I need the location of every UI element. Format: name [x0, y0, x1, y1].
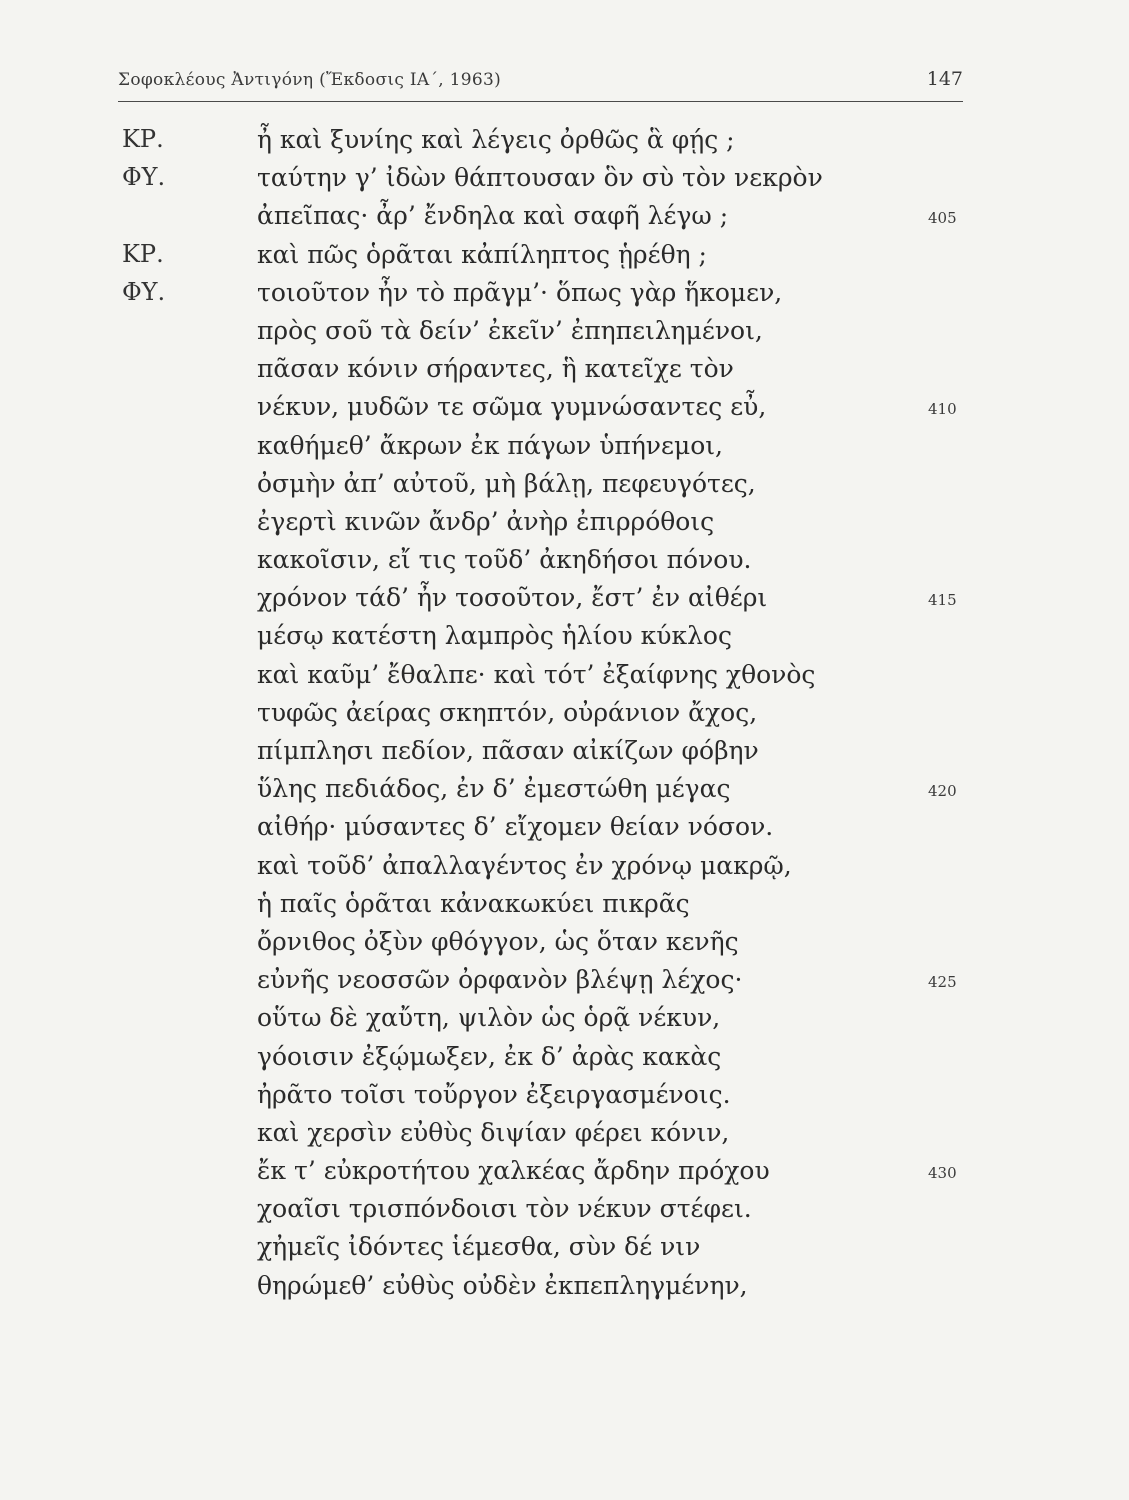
verse-line — [0, 583, 1129, 621]
verse-text: ἔκ τ’ εὐκροτήτου χαλκέας ἄρδην πρόχου — [257, 1156, 770, 1186]
verse-text: πρὸς σοῦ τὰ δείν’ ἐκεῖν’ ἐπηπειλημένοι, — [257, 315, 763, 345]
page-number: 147 — [926, 68, 963, 90]
line-number: 415 — [928, 591, 957, 610]
verse-line — [0, 431, 1129, 469]
verse-line — [0, 812, 1129, 850]
verse-line — [0, 1232, 1129, 1270]
verse-text: τοιοῦτον ἦν τὸ πρᾶγμ’· ὅπως γὰρ ἥκομεν, — [257, 277, 783, 307]
verse-line — [0, 736, 1129, 774]
verse-text: καὶ χερσὶν εὐθὺς διψίαν φέρει κόνιν, — [257, 1117, 730, 1147]
verse-text: καὶ καῦμ’ ἔθαλπε· καὶ τότ’ ἐξαίφνης χθονὸς — [257, 659, 816, 689]
verse-line — [0, 965, 1129, 1003]
line-number: 420 — [928, 782, 957, 801]
verse-line — [0, 1118, 1129, 1156]
verse-text: ἐγερτὶ κινῶν ἄνδρ’ ἀνὴρ ἐπιρρόθοις — [257, 506, 715, 536]
verse-line — [0, 660, 1129, 698]
verse-lines — [0, 125, 1129, 1309]
speaker-label: ΚΡ. — [122, 239, 164, 268]
verse-line — [0, 354, 1129, 392]
verse-line — [0, 1194, 1129, 1232]
verse-line — [0, 163, 1129, 201]
speaker-label: ΦΥ. — [122, 163, 166, 192]
verse-line — [0, 774, 1129, 812]
line-number: 405 — [928, 209, 957, 228]
verse-line — [0, 1271, 1129, 1309]
line-number: 410 — [928, 400, 957, 419]
verse-text: τυφῶς ἀείρας σκηπτόν, οὐράνιον ἄχος, — [257, 697, 758, 727]
running-header — [118, 66, 963, 96]
verse-text: χἠμεῖς ἰδόντες ἱέμεσθα, σὺν δέ νιν — [257, 1232, 701, 1262]
verse-text: καθήμεθ’ ἄκρων ἐκ πάγων ὑπήνεμοι, — [257, 430, 723, 460]
verse-text: πίμπλησι πεδίον, πᾶσαν αἰκίζων φόβην — [257, 736, 759, 765]
verse-text: γόοισιν ἐξῴμωξεν, ἐκ δ’ ἀρὰς κακὰς — [257, 1041, 722, 1071]
verse-text: ἦ καὶ ξυνίης καὶ λέγεις ὀρθῶς ἃ φῄς ; — [257, 125, 735, 154]
verse-line — [0, 469, 1129, 507]
verse-text: εὐνῆς νεοσσῶν ὀρφανὸν βλέψῃ λέχος· — [257, 965, 743, 995]
verse-line — [0, 1003, 1129, 1041]
verse-line — [0, 201, 1129, 239]
verse-text: κακοῖσιν, εἴ τις τοῦδ’ ἀκηδήσοι πόνου. — [257, 545, 752, 575]
verse-line — [0, 1156, 1129, 1194]
verse-line — [0, 316, 1129, 354]
line-number: 425 — [928, 973, 957, 992]
verse-text: ἡ παῖς ὁρᾶται κἀνακωκύει πικρᾶς — [257, 888, 690, 918]
verse-text: αἰθήρ· μύσαντες δ’ εἴχομεν θείαν νόσον. — [257, 812, 774, 842]
verse-text: ὀσμὴν ἀπ’ αὐτοῦ, μὴ βάλῃ, πεφευγότες, — [257, 468, 756, 498]
verse-text: μέσῳ κατέστη λαμπρὸς ἡλίου κύκλος — [257, 621, 732, 651]
verse-text: ὄρνιθος ὀξὺν φθόγγον, ὡς ὅταν κενῆς — [257, 926, 739, 956]
verse-line — [0, 507, 1129, 545]
verse-line — [0, 927, 1129, 965]
verse-text: νέκυν, μυδῶν τε σῶμα γυμνώσαντες εὖ, — [257, 392, 767, 422]
verse-line — [0, 621, 1129, 659]
verse-text: καὶ πῶς ὁρᾶται κἀπίληπτος ᾑρέθη ; — [257, 239, 707, 269]
verse-text: θηρώμεθ’ εὐθὺς οὐδὲν ἐκπεπληγμένην, — [257, 1270, 748, 1300]
verse-text: οὕτω δὲ χαὔτη, ψιλὸν ὡς ὁρᾷ νέκυν, — [257, 1003, 721, 1033]
verse-text: πᾶσαν κόνιν σήραντες, ἣ κατεῖχε τὸν — [257, 354, 734, 384]
speaker-label: ΦΥ. — [122, 277, 166, 306]
verse-text: καὶ τοῦδ’ ἀπαλλαγέντος ἐν χρόνῳ μακρῷ, — [257, 850, 792, 880]
verse-line — [0, 851, 1129, 889]
verse-line — [0, 278, 1129, 316]
verse-line — [0, 1042, 1129, 1080]
verse-line — [0, 392, 1129, 430]
verse-text: ταύτην γ’ ἰδὼν θάπτουσαν ὃν σὺ τὸν νεκρὸν — [257, 163, 823, 193]
verse-text: χρόνον τάδ’ ἦν τοσοῦτον, ἔστ’ ἐν αἰθέρι — [257, 583, 768, 613]
line-number: 430 — [928, 1164, 957, 1183]
verse-line — [0, 545, 1129, 583]
verse-line — [0, 889, 1129, 927]
header-rule — [118, 101, 963, 102]
verse-text: χοαῖσι τρισπόνδοισι τὸν νέκυν στέφει. — [257, 1194, 752, 1224]
verse-text: ὕλης πεδιάδος, ἐν δ’ ἐμεστώθη μέγας — [257, 774, 731, 804]
speaker-label: ΚΡ. — [122, 125, 164, 153]
running-title: Σοφοκλέους Ἀντιγόνη (Ἔκδοσις ΙΑ΄, 1963) — [118, 70, 502, 90]
verse-line — [0, 698, 1129, 736]
verse-line — [0, 1080, 1129, 1118]
verse-line — [0, 125, 1129, 163]
verse-line — [0, 240, 1129, 278]
verse-text: ἀπεῖπας· ἆρ’ ἔνδηλα καὶ σαφῆ λέγω ; — [257, 201, 729, 231]
verse-text: ἠρᾶτο τοῖσι τοὔργον ἐξειργασμένοις. — [257, 1079, 731, 1109]
